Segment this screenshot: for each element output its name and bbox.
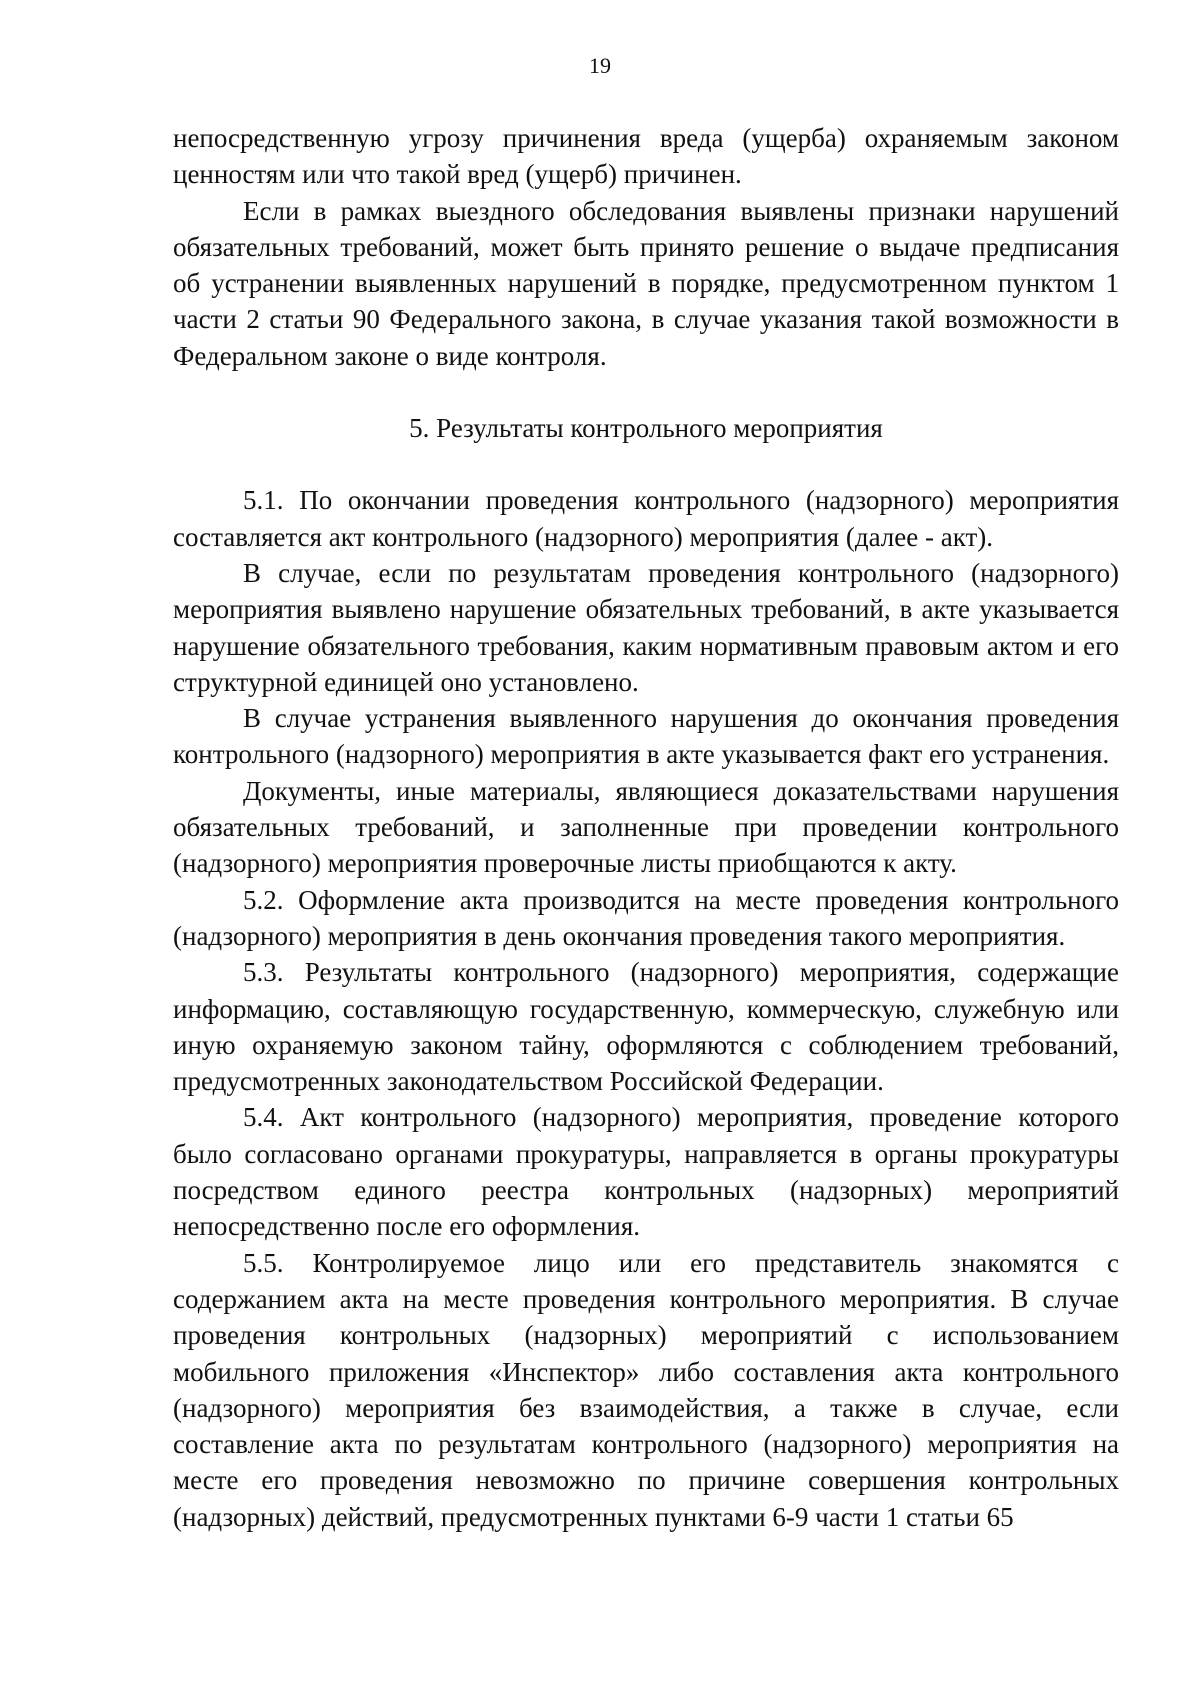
paragraph-violation-fixed: В случае устранения выявленного нарушения до окончания проведения контрольного (надзорного) мероприятия в акте указывается факт его устранения. [173, 703, 1119, 770]
paragraph-documents: Документы, иные материалы, являющиеся доказательствами нарушения обязательных требований, и заполненные при проведении контрольного (надзорного) мероприятия проверочные листы приобщаются к акту. [173, 775, 1119, 879]
paragraph-continuation: непосредственную угрозу причинения вреда (ущерба) охраняемым законом ценностям или что такой вред (ущерб) причинен. [173, 123, 1119, 190]
page-number: 19 [589, 53, 611, 78]
paragraph-5-3: 5.3. Результаты контрольного (надзорного) мероприятия, содержащие информацию, составляющую государственную, коммерческую, служебную или иную охраняемую законом тайну, оформляются с соблюдением требований, предусмотренных законодательством Российской Федерации. [173, 957, 1119, 1097]
paragraph-violation-found: В случае, если по результатам проведения контрольного (надзорного) мероприятия выявлено нарушение обязательных требований, в акте указывается нарушение обязательного требования, каким нормативным правовым актом и его структурной единицей оно установлено. [173, 557, 1119, 697]
paragraph-5-5: 5.5. Контролируемое лицо или его представитель знакомятся с содержанием акта на месте проведения контрольного мероприятия. В случае проведения контрольных (надзорных) мероприятий с использованием мобильного приложения «Инспектор» либо составления акта контрольного (надзорного) мероприятия без взаимодействия, а также в случае, если составление акта по результатам контрольного (надзорного) мероприятия на месте его проведения невозможно по причине совершения контрольных (надзорных) действий, предусмотренных пунктами 6-9 части 1 статьи 65 [173, 1247, 1119, 1532]
paragraph-field-inspection: Если в рамках выездного обследования выявлены признаки нарушений обязательных требований, может быть принято решение о выдаче предписания об устранении выявленных нарушений в порядке, предусмотренном пунктом 1 части 2 статьи 90 Федерального закона, в случае указания такой возможности в Федеральном законе о виде контроля. [173, 195, 1119, 371]
paragraph-5-2: 5.2. Оформление акта производится на месте проведения контрольного (надзорного) мероприятия в день окончания проведения такого мероприятия. [173, 884, 1119, 951]
document-body [173, 120, 1119, 1535]
paragraph-5-1: 5.1. По окончании проведения контрольного (надзорного) мероприятия составляется акт контрольного (надзорного) мероприятия (далее - акт). [173, 485, 1119, 552]
section-heading: 5. Результаты контрольного мероприятия [409, 413, 883, 444]
paragraph-5-4: 5.4. Акт контрольного (надзорного) мероприятия, проведение которого было согласовано органами прокуратуры, направляется в органы прокуратуры посредством единого реестра контрольных (надзорных) мероприятий непосредственно после его оформления. [173, 1102, 1119, 1242]
